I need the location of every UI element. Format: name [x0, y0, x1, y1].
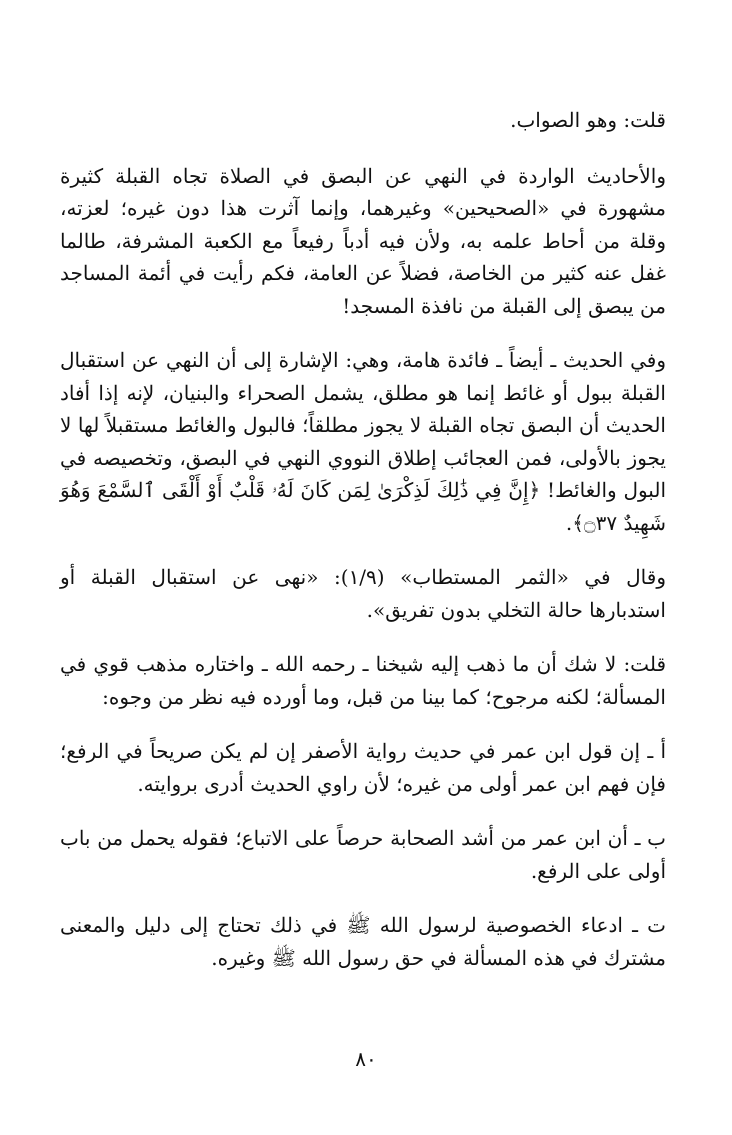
page-number: ٨٠: [355, 1047, 377, 1071]
list-item-alif: أ ـ إن قول ابن عمر في حديث رواية الأصفر إن لم يكن صريحاً في الرفع؛ فإن فهم ابن عمر أولى من غيره؛ لأن راوي الحديث أدرى بروايته.: [60, 739, 666, 796]
paragraph-faida-hamma: وفي الحديث ـ أيضاً ـ فائدة هامة، وهي: الإشارة إلى أن النهي عن استقبال القبلة ببول أو غائط إنما هو مطلق، يشمل الصحراء والبنيان، لإنه إذا أفاد الحديث أن البصق تجاه القبلة لا يجوز مطلقاً؛ فالبول والغائط مستقبلاً لها لا يجوز بالأولى، فمن العجائب إطلاق النووي النهي في البصق، وتخصيصه في البول والغائط! ﴿إِنَّ فِي ذَٰلِكَ لَذِكْرَىٰ لِمَن كَانَ لَهُۥ قَلْبٌ أَوْ أَلْقَى ٱلسَّمْعَ وَهُوَ شَهِيدٌ ۝٣٧﴾.: [60, 348, 666, 535]
paragraph-qult-la-shakk: قلت: لا شك أن ما ذهب إليه شيخنا ـ رحمه الله ـ واختاره مذهب قوي في المسألة؛ لكنه مرجوح؛ كما بينا من قبل، وما أورده فيه نظر من وجوه:: [60, 652, 667, 709]
list-item-ta: ت ـ ادعاء الخصوصية لرسول الله ﷺ في ذلك تحتاج إلى دليل والمعنى مشترك في هذه المسألة في حق رسول الله ﷺ وغيره.: [60, 913, 666, 970]
paragraph-qult-sawab: قلت: وهو الصواب.: [510, 108, 666, 132]
page-body: [60, 104, 666, 1135]
list-item-ba: ب ـ أن ابن عمر من أشد الصحابة حرصاً على الاتباع؛ فقوله يحمل من باب أولى على الرفع.: [60, 826, 666, 883]
paragraph-hadith-basq: والأحاديث الواردة في النهي عن البصق في الصلاة تجاه القبلة كثيرة مشهورة في «الصحيحين» وغيرهما، وإنما آثرت هذا دون غيره؛ لعزته، وقلة من أحاط علمه به، ولأن فيه أدباً رفيعاً مع الكعبة المشرفة، طالما غفل عنه كثير من الخاصة، فضلاً عن العامة، فكم رأيت في أئمة المساجد من يبصق إلى القبلة من نافذة المسجد!: [60, 163, 666, 318]
paragraph-thamar-mustatab: وقال في «الثمر المستطاب» (١/٩): «نهى عن استقبال القبلة أو استدبارها حالة التخلي بدون تفريق».: [60, 565, 666, 622]
